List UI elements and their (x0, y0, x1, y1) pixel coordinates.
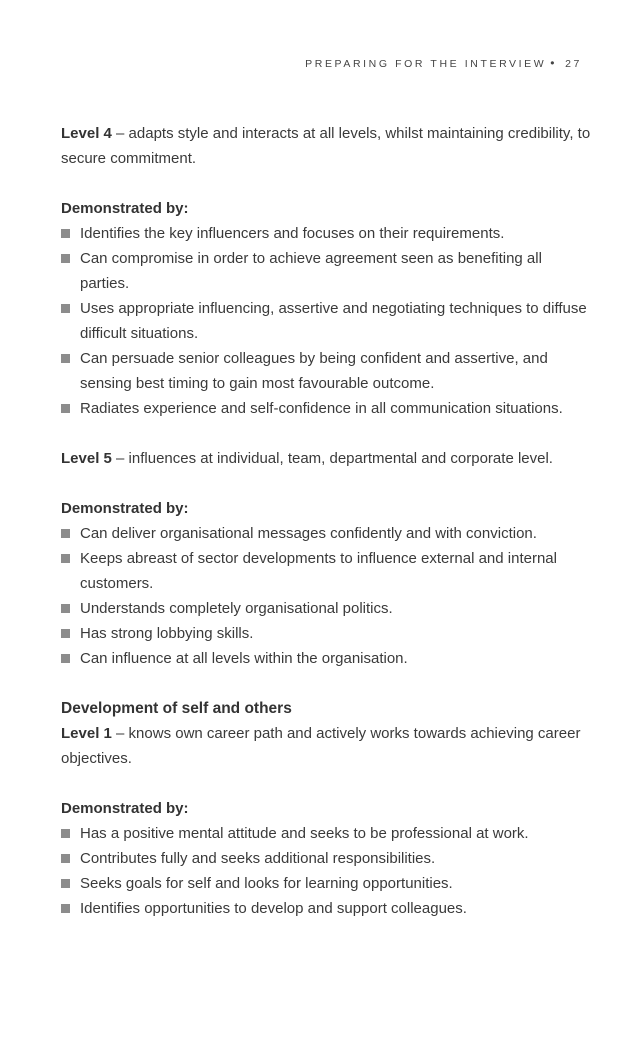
level-4-description: – adapts style and interacts at all levels, whilst maintaining credibility, to secure commitment. (61, 125, 591, 167)
list-item (61, 846, 591, 871)
running-header (305, 56, 582, 70)
list-item-text: Radiates experience and self-confidence in all communication situations. (80, 400, 563, 417)
list-item (61, 221, 591, 246)
bullet-square-icon (61, 404, 70, 413)
bullet-square-icon (61, 554, 70, 563)
list-item-text: Can influence at all levels within the organisation. (80, 650, 408, 667)
level-4-bullet-list (61, 221, 591, 421)
bullet-square-icon (61, 829, 70, 838)
list-item-text: Seeks goals for self and looks for learning opportunities. (80, 875, 453, 892)
bullet-square-icon (61, 629, 70, 638)
list-item (61, 621, 591, 646)
list-item (61, 396, 591, 421)
page-body (61, 121, 591, 946)
list-item-text: Can persuade senior colleagues by being confident and assertive, and sensing best timing to gain most favourable outcome. (80, 350, 548, 392)
development-level-1-paragraph (61, 721, 591, 771)
level-5-paragraph (61, 446, 591, 471)
list-item-text: Contributes fully and seeks additional responsibilities. (80, 850, 436, 867)
list-item (61, 246, 591, 296)
list-item-text: Identifies the key influencers and focuses on their requirements. (80, 225, 505, 242)
list-item-text: Identifies opportunities to develop and support colleagues. (80, 900, 467, 917)
level-5-bullet-list (61, 521, 591, 671)
list-item-text: Uses appropriate influencing, assertive and negotiating techniques to diffuse difficult situations. (80, 300, 587, 342)
bullet-square-icon (61, 304, 70, 313)
list-item-text: Has strong lobbying skills. (80, 625, 254, 642)
level-4-label: Level 4 (61, 125, 112, 142)
list-item (61, 871, 591, 896)
bullet-square-icon (61, 879, 70, 888)
bullet-square-icon (61, 354, 70, 363)
section-title-development: Development of self and others (61, 700, 292, 717)
level-5-description: – influences at individual, team, departmental and corporate level. (111, 450, 553, 467)
list-item (61, 646, 591, 671)
header-separator: • (550, 56, 558, 70)
bullet-square-icon (61, 529, 70, 538)
bullet-square-icon (61, 254, 70, 263)
list-item (61, 821, 591, 846)
bullet-square-icon (61, 904, 70, 913)
level-5-demonstrated-heading: Demonstrated by: (61, 500, 189, 517)
level-5-label: Level 5 (61, 450, 112, 467)
list-item-text: Can deliver organisational messages confidently and with conviction. (80, 525, 537, 542)
list-item-text: Has a positive mental attitude and seeks to be professional at work. (80, 825, 529, 842)
list-item (61, 896, 591, 921)
level-4-paragraph (61, 121, 591, 171)
bullet-square-icon (61, 854, 70, 863)
list-item (61, 521, 591, 546)
list-item-text: Keeps abreast of sector developments to influence external and internal customers. (80, 550, 557, 592)
development-level-1-label: Level 1 (61, 725, 112, 742)
list-item (61, 596, 591, 621)
list-item (61, 346, 591, 396)
page-number: 27 (565, 58, 582, 70)
list-item (61, 296, 591, 346)
list-item (61, 546, 591, 596)
bullet-square-icon (61, 229, 70, 238)
running-title: PREPARING FOR THE INTERVIEW (305, 58, 547, 70)
list-item-text: Can compromise in order to achieve agreement seen as benefiting all parties. (80, 250, 542, 292)
development-bullet-list (61, 821, 591, 921)
bullet-square-icon (61, 604, 70, 613)
bullet-square-icon (61, 654, 70, 663)
development-demonstrated-heading: Demonstrated by: (61, 800, 189, 817)
development-level-1-description: – knows own career path and actively works towards achieving career objectives. (61, 725, 581, 767)
list-item-text: Understands completely organisational politics. (80, 600, 393, 617)
level-4-demonstrated-heading: Demonstrated by: (61, 200, 189, 217)
